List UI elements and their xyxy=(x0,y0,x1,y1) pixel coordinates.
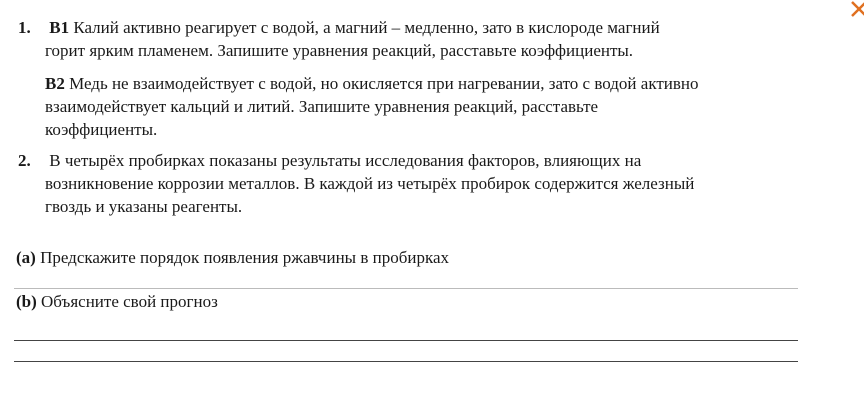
q1-b1-text-2: горит ярким пламенем. Запишите уравнения реакций, расставьте коэффициенты. xyxy=(45,41,634,60)
q1-b1-line-1 xyxy=(18,17,660,39)
q1-b2-text-2: взаимодействует кальций и литий. Запишите уравнения реакций, расставьте xyxy=(45,97,599,116)
part-a-text: Предскажите порядок появления ржавчины в пробирках xyxy=(40,248,450,267)
part-a xyxy=(16,247,449,269)
answer-line-b1[interactable] xyxy=(14,340,798,341)
q1-b2-line-1 xyxy=(45,73,699,95)
q1-b2-text-3: коэффициенты. xyxy=(45,120,158,139)
q1-b2-text-1: Медь не взаимодействует с водой, но окисляется при нагревании, зато с водой активно xyxy=(69,74,699,93)
q2-text-1: В четырёх пробирках показаны результаты исследования факторов, влияющих на xyxy=(49,151,642,170)
q1-b2-tag: B2 xyxy=(45,74,65,93)
q1-b2-line-2 xyxy=(45,96,598,118)
q2-text-2: возникновение коррозии металлов. В каждой из четырёх пробирок содержится железный xyxy=(45,174,695,193)
q2-number: 2. xyxy=(18,151,31,170)
q2-line-1 xyxy=(18,150,641,172)
q1-number: 1. xyxy=(18,18,31,37)
part-b-text: Объясните свой прогноз xyxy=(41,292,218,311)
part-a-tag: (a) xyxy=(16,248,36,267)
answer-line-a[interactable] xyxy=(14,288,798,289)
q1-b1-text-1: Калий активно реагирует с водой, а магний – медленно, зато в кислороде магний xyxy=(73,18,660,37)
q2-line-3 xyxy=(45,196,242,218)
part-b xyxy=(16,291,218,313)
q1-b2-line-3 xyxy=(45,119,157,141)
close-icon[interactable] xyxy=(848,0,864,20)
q1-b1-line-2 xyxy=(45,40,633,62)
answer-line-b2[interactable] xyxy=(14,361,798,362)
q1-b1-tag: B1 xyxy=(49,18,70,37)
q2-line-2 xyxy=(45,173,694,195)
q2-text-3: гвоздь и указаны реагенты. xyxy=(45,197,243,216)
part-b-tag: (b) xyxy=(16,292,37,311)
